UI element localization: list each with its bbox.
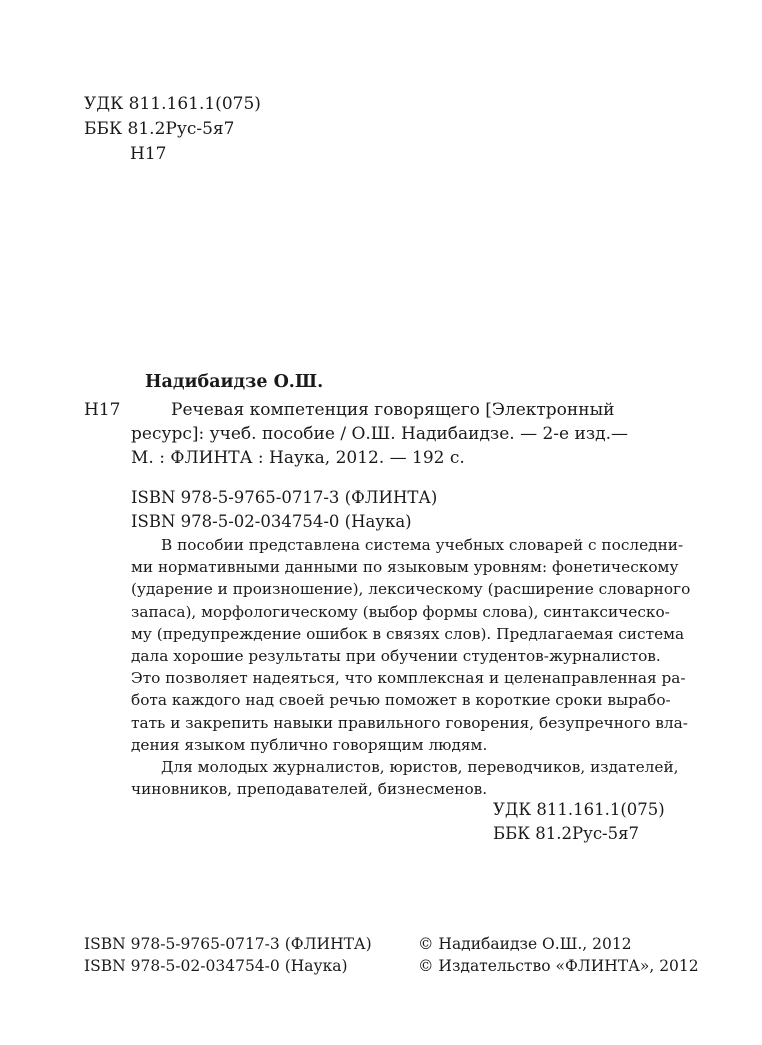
top-classification-codes <box>84 92 261 167</box>
bbk-code: ББК 81.2Рус-5я7 <box>84 119 235 139</box>
abstract-line: ми нормативными данными по языковым уровням: фонетическому <box>131 558 679 577</box>
udk-code: УДК 811.161.1(075) <box>84 94 261 114</box>
isbn-flinta: ISBN 978-5-9765-0717-3 (ФЛИНТА) <box>84 935 372 953</box>
abstract-line: Это позволяет надеяться, что комплексная и целенаправленная ра- <box>131 669 686 688</box>
entry-line: ресурс]: учеб. пособие / О.Ш. Надибаидзе. — 2-е изд.— <box>131 424 628 444</box>
isbn-nauka: ISBN 978-5-02-034754-0 (Наука) <box>131 512 412 531</box>
entry-author-mark: Н17 <box>84 400 121 420</box>
author-name: Надибаидзе О.Ш. <box>145 372 324 392</box>
bottom-classification-codes <box>493 798 665 846</box>
isbn-footer <box>84 933 372 977</box>
bbk-code: ББК 81.2Рус-5я7 <box>493 824 640 843</box>
isbn-nauka: ISBN 978-5-02-034754-0 (Наука) <box>84 957 348 975</box>
copyright-publisher: © Издательство «ФЛИНТА», 2012 <box>418 957 699 975</box>
abstract-line: дения языком публично говорящим людям. <box>131 735 488 754</box>
abstract-line: В пособии представлена система учебных словарей с последни- <box>161 536 684 554</box>
entry-line: Речевая компетенция говорящего [Электронный <box>171 400 615 420</box>
audience-line: чиновников, преподавателей, бизнесменов. <box>131 780 488 799</box>
audience-line: Для молодых журналистов, юристов, переводчиков, издателей, <box>161 758 679 777</box>
entry-line: М. : ФЛИНТА : Наука, 2012. — 192 с. <box>131 448 465 468</box>
bibliographic-entry <box>131 398 651 470</box>
copyright-author: © Надибаидзе О.Ш., 2012 <box>418 935 632 953</box>
abstract-line: дала хорошие результаты при обучении студентов-журналистов. <box>131 647 661 666</box>
abstract-line: запаса), морфологическому (выбор формы слова), синтаксическо- <box>131 602 670 621</box>
abstract <box>131 534 691 800</box>
udk-code: УДК 811.161.1(075) <box>493 800 665 819</box>
isbn-flinta: ISBN 978-5-9765-0717-3 (ФЛИНТА) <box>131 488 438 507</box>
isbn-list <box>131 486 437 534</box>
abstract-line: тать и закрепить навыки правильного говорения, безупречного вла- <box>131 713 688 732</box>
abstract-line: му (предупреждение ошибок в связях слов). Предлагаемая система <box>131 624 685 643</box>
author-mark: Н17 <box>130 144 167 164</box>
abstract-line: бота каждого над своей речью поможет в короткие сроки вырабо- <box>131 691 671 710</box>
abstract-line: (ударение и произношение), лексическому (расширение словарного <box>131 580 691 599</box>
copyright-notice <box>418 933 699 977</box>
